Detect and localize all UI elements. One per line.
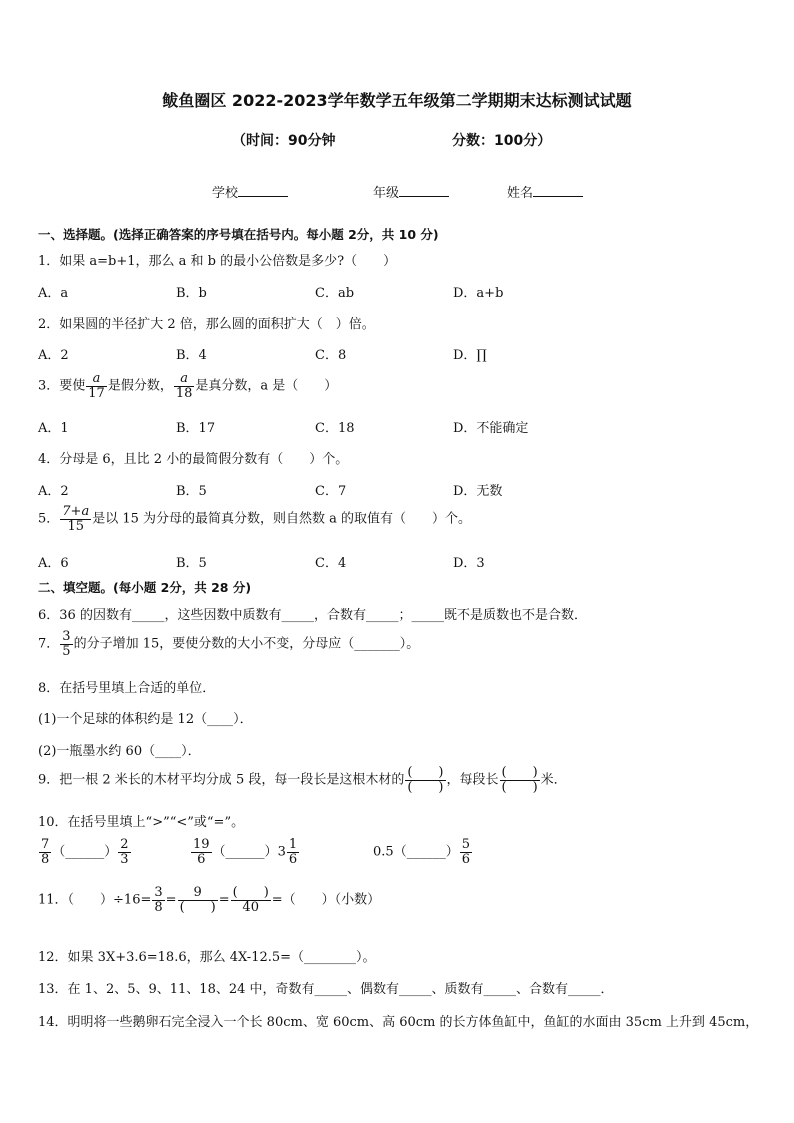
fraction-3-8: $\frac{3}{8}$	[154, 885, 163, 915]
q2-option-d: D．∏	[453, 348, 487, 363]
q4-option-d: D．无数	[453, 484, 503, 499]
q10-item-1	[38, 838, 132, 866]
q4-option-a: A．2	[38, 484, 69, 499]
exam-score: 分数：100分）	[452, 133, 552, 149]
question-13: 13．在 1、2、5、9、11、18、24 中，奇数有_____、偶数有_____、质数有_____、合数有_____．	[38, 982, 614, 997]
q3-option-b: B．17	[176, 421, 216, 436]
question-5: 5． $\frac{7+a}{15}$ 是以 15 为分母的最简真分数，则自然数 a 的取值有（ ）个。	[38, 504, 472, 534]
name-label: 姓名	[507, 186, 534, 201]
question-2: 2．如果圆的半径扩大 2 倍，那么圆的面积扩大（ ）倍。	[38, 317, 375, 332]
q2-option-b: B．4	[176, 348, 207, 363]
fraction-7-8: $\frac{7}{8}$	[41, 837, 50, 867]
fraction-5-6: $\frac{5}{6}$	[461, 837, 470, 867]
fraction-a-18: $\frac{a}{18}$	[175, 371, 193, 401]
q3-option-c: C．18	[315, 421, 355, 436]
question-7: 7． $\frac{3}{5}$ 的分子增加 15，要使分数的大小不变，分母应（_______）。	[38, 629, 420, 659]
compare-blank-1[interactable]: （______）	[52, 844, 118, 860]
question-4: 4．分母是 6，且比 2 小的最简假分数有（ ）个。	[38, 452, 349, 467]
fraction-19-6: $\frac{19}{6}$	[193, 837, 210, 867]
fraction-9-blank[interactable]: $\frac{9}{( )}$	[179, 885, 216, 915]
fraction-2-3: $\frac{2}{3}$	[120, 837, 129, 867]
q2-option-c: C．8	[315, 348, 347, 363]
question-3: 3．要使 $\frac{a}{17}$ 是假分数， $\frac{a}{18}$ 是真分数，a 是（ ）	[38, 371, 338, 401]
question-6: 6．36 的因数有_____，这些因数中质数有_____，合数有_____；_____既不是质数也不是合数．	[38, 608, 587, 623]
section-choice-heading: 一、选择题。(选择正确答案的序号填在括号内。每小题 2分，共 10 分)	[38, 227, 439, 242]
q1-option-c: C．ab	[315, 286, 355, 301]
q5-option-a: A．6	[38, 556, 69, 571]
fraction-1-6: $\frac{1}{6}$	[288, 837, 298, 867]
q1-option-a: A．a	[38, 286, 69, 301]
fraction-7a-15: $\frac{7+a}{15}$	[62, 504, 90, 534]
question-8: 8．在括号里填上合适的单位．	[38, 681, 216, 696]
q3-option-a: A．1	[38, 421, 69, 436]
question-12: 12．如果 3X+3.6=18.6，那么 4X-12.5=（________）。	[38, 950, 376, 965]
q5-option-b: B．5	[176, 556, 207, 571]
section-fill-heading: 二、填空题。(每小题 2分，共 28 分)	[38, 580, 252, 595]
question-11: 11．（ ）÷16= $\frac{3}{8}$ = $\frac{9}{( )}$ = $\frac{( )}{40}$ =（ ）（小数）	[38, 885, 381, 915]
q10-item-3: 0.5（______） $\frac{5}{6}$	[373, 837, 470, 867]
question-8-part-1: (1)一个足球的体积约是 12（____）．	[38, 712, 253, 727]
question-1: 1．如果 a=b+1，那么 a 和 b 的最小公倍数是多少?（ ）	[38, 254, 397, 269]
compare-blank-3[interactable]: （______）	[393, 844, 459, 860]
question-9: 9．把一根 2 米长的木材平均分成 5 段，每一段长是这根木材的 $\frac{( )}{( )}$ ，每段长 $\frac{( )}{( )}$ 米．	[38, 765, 567, 795]
question-8-part-2: (2)一瓶墨水约 60（____）．	[38, 744, 201, 759]
fraction-blank-40[interactable]: $\frac{( )}{40}$	[232, 885, 269, 915]
q1-option-b: B．b	[176, 286, 207, 301]
fraction-3-5: $\frac{3}{5}$	[62, 629, 71, 659]
page-title: 鲅鱼圈区 2022-2023学年数学五年级第二学期期末达标测试试题	[162, 91, 632, 110]
name-field[interactable]	[507, 182, 583, 201]
question-10: 10．在括号里填上“>”“<”或“=”。	[38, 815, 245, 830]
q10-item-2: $\frac{19}{6}$ （______）3 $\frac{1}{6}$	[193, 837, 298, 867]
grade-field[interactable]	[373, 182, 449, 201]
q1-option-d: D．a+b	[453, 286, 504, 301]
school-label: 学校	[212, 186, 239, 201]
q4-option-c: C．7	[315, 484, 347, 499]
q2-option-a: A．2	[38, 348, 69, 363]
q5-option-c: C．4	[315, 556, 347, 571]
grade-label: 年级	[373, 186, 400, 201]
blank-fraction-1[interactable]: $\frac{( )}{( )}$	[407, 765, 444, 795]
q5-option-d: D．3	[453, 556, 485, 571]
question-14: 14．明明将一些鹅卵石完全浸入一个长 80cm、宽 60cm、高 60cm 的长方体鱼缸中，鱼缸的水面由 35cm 上升到 45cm，	[38, 1015, 759, 1030]
q3-option-d: D．不能确定	[453, 421, 529, 436]
exam-time: （时间：90分钟	[232, 133, 336, 149]
school-field[interactable]	[212, 182, 288, 201]
compare-blank-2[interactable]: （______）	[212, 844, 278, 860]
fraction-a-17: $\frac{a}{17}$	[88, 371, 105, 401]
q4-option-b: B．5	[176, 484, 207, 499]
blank-fraction-2[interactable]: $\frac{( )}{( )}$	[501, 765, 538, 795]
